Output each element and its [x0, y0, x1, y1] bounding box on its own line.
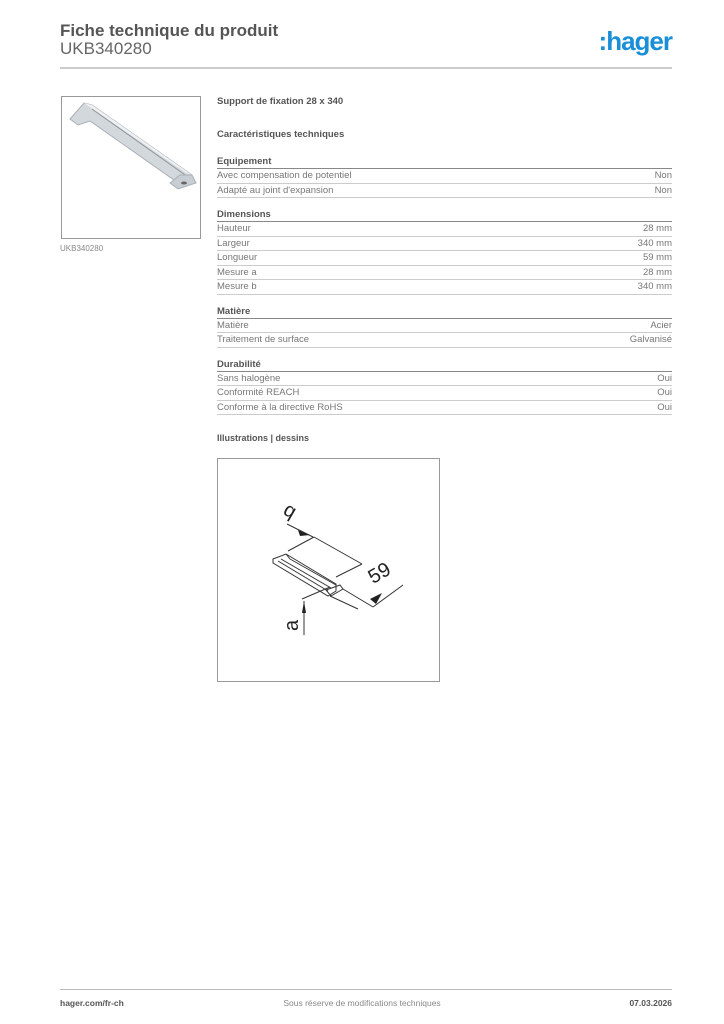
spec-label: Largeur [217, 237, 250, 249]
spec-value: Oui [657, 372, 672, 384]
spec-label: Conforme à la directive RoHS [217, 401, 343, 413]
spec-row [217, 386, 672, 401]
section-gap [217, 348, 672, 358]
spec-value: 59 mm [642, 252, 672, 263]
spec-row [217, 333, 672, 348]
spec-value: Oui [657, 387, 672, 398]
hager-logo: :hager [598, 26, 672, 56]
spec-label: Avec compensation de potentiel [217, 170, 352, 181]
spec-row [217, 169, 672, 184]
spec-row [217, 266, 672, 281]
spec-label: Hauteur [217, 223, 251, 234]
spec-column [217, 95, 672, 443]
spec-row [217, 319, 672, 334]
spec-value: 340 mm [637, 281, 672, 292]
spec-row [217, 184, 672, 199]
product-title: Support de fixation 28 x 340 [217, 96, 344, 107]
footer-divider [60, 989, 672, 990]
spec-label: Matière [217, 319, 249, 331]
spec-label: Mesure b [217, 281, 257, 292]
spec-row [217, 372, 672, 387]
spec-value: 28 mm [642, 223, 672, 234]
spec-row [217, 280, 672, 295]
product-code: UKB340280 [60, 39, 152, 58]
illustrations-title: Illustrations | dessins [217, 433, 310, 443]
section-gap [217, 198, 672, 208]
dimension-drawing [217, 458, 440, 682]
product-image [61, 96, 201, 239]
characteristics-title: Caractéristiques techniques [217, 129, 345, 140]
spec-label: Conformité REACH [217, 387, 300, 398]
spec-value: Oui [657, 401, 672, 413]
dimension-label-a: a [281, 619, 303, 631]
spec-label: Traitement de surface [217, 334, 310, 345]
spec-row [217, 222, 672, 237]
spec-value: Non [654, 184, 672, 196]
page-title: Fiche technique du produit [60, 21, 279, 40]
section-title: Durabilité [217, 358, 672, 372]
dimension-label-b: b [278, 499, 300, 525]
spec-label: Longueur [217, 252, 258, 263]
spec-row [217, 401, 672, 416]
header-divider [60, 67, 672, 69]
image-caption: UKB340280 [60, 244, 104, 253]
spec-value: Acier [650, 319, 672, 331]
footer-disclaimer: Sous réserve de modifications techniques [283, 998, 441, 1008]
footer-website-link[interactable]: hager.com/fr-ch [60, 998, 124, 1008]
spec-value: Galvanisé [629, 334, 672, 345]
spec-row [217, 237, 672, 252]
spec-label: Adapté au joint d'expansion [217, 184, 334, 196]
section-title: Equipement [217, 155, 672, 169]
spec-value: 28 mm [642, 266, 672, 278]
dimension-label-length: 59 [364, 558, 395, 589]
spec-value: 340 mm [637, 237, 672, 249]
section-gap [217, 295, 672, 305]
spec-row [217, 251, 672, 266]
footer-date: 07.03.2026 [629, 998, 672, 1008]
spec-label: Sans halogène [217, 372, 281, 384]
spec-label: Mesure a [217, 266, 257, 278]
spec-value: Non [654, 170, 672, 181]
section-title: Matière [217, 305, 672, 319]
section-title: Dimensions [217, 208, 672, 222]
